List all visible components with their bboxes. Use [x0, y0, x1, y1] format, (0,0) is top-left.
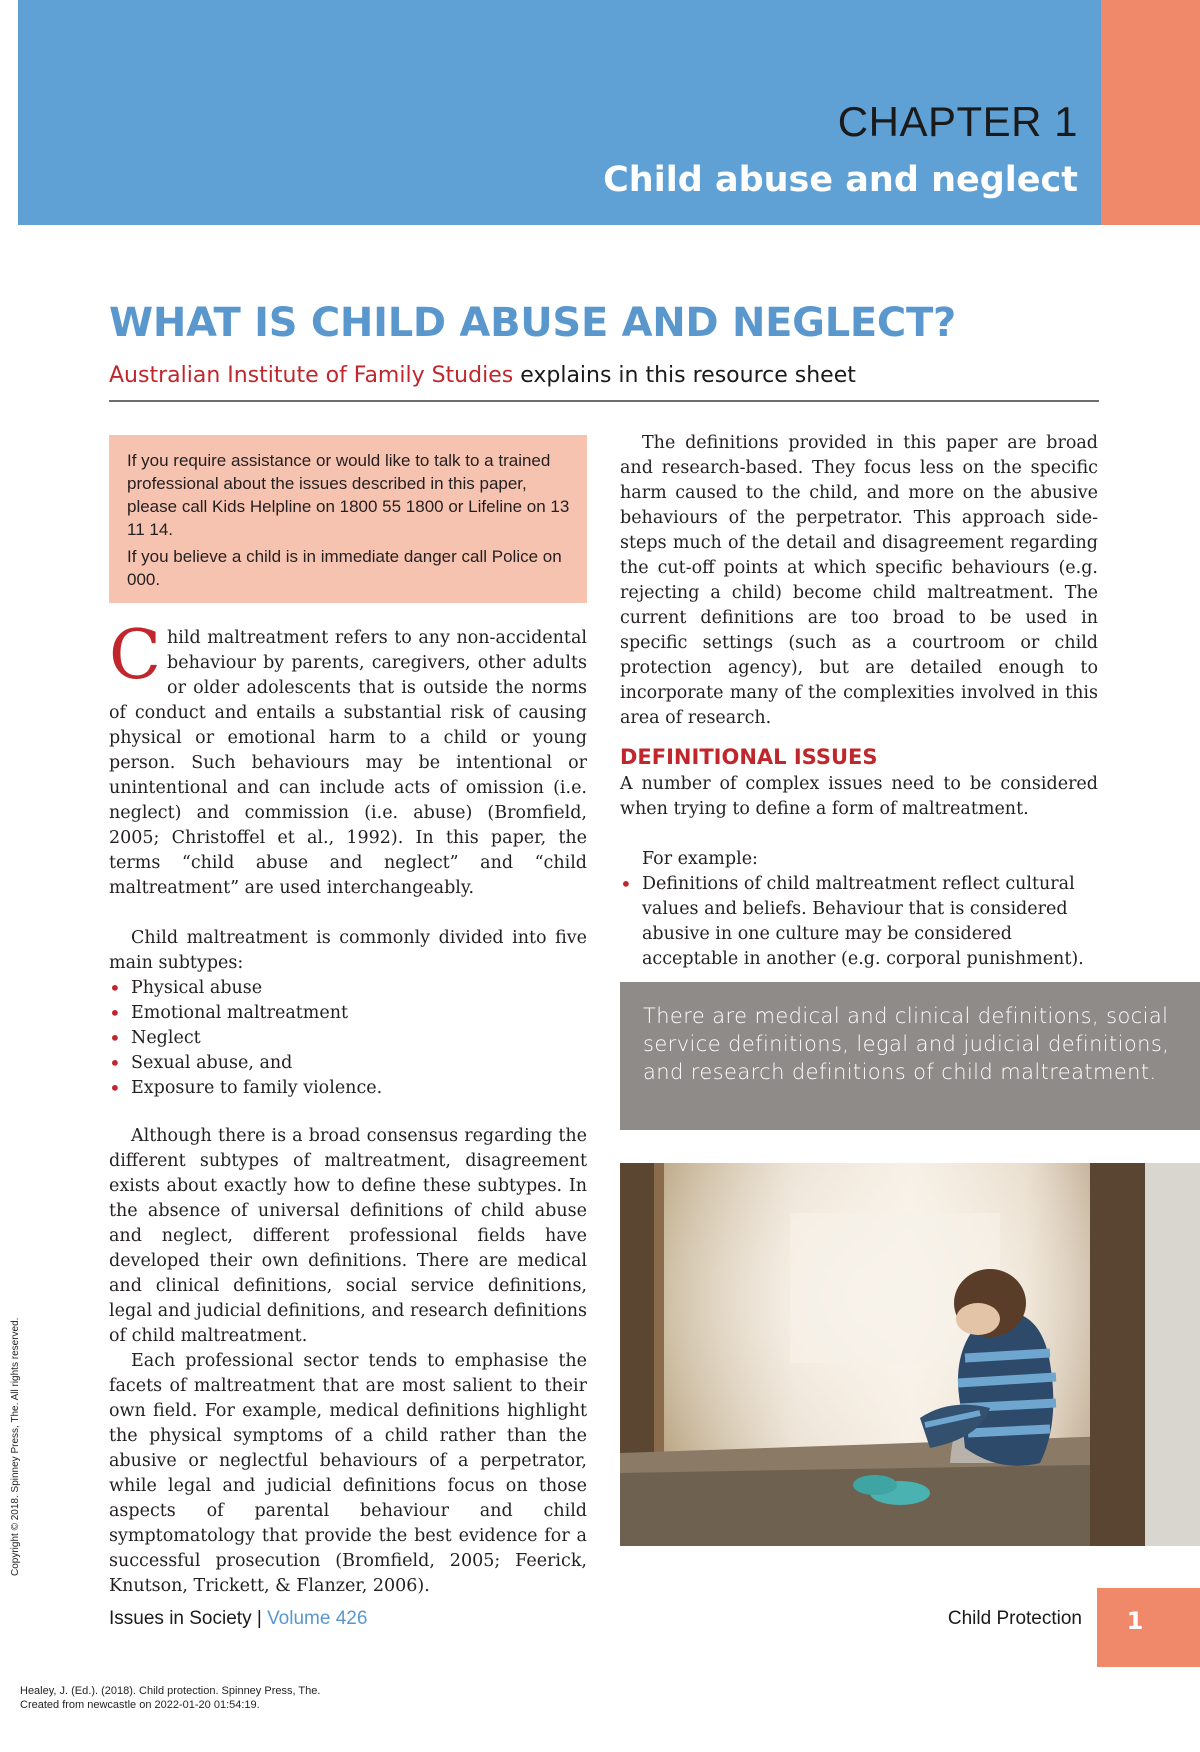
footer-series [109, 1608, 367, 1630]
help-box [109, 435, 587, 603]
subtitle-text: explains in this resource sheet [513, 363, 856, 388]
help-box-text: If you require assistance or would like to talk to a trained professional about the issues described in this paper, please call Kids Helpline on 1800 55 1800 or Lifeline on 13 11 14. [127, 451, 570, 539]
page-number: 1 [1126, 1607, 1144, 1635]
list-item: • Sexual abuse, and [109, 1051, 587, 1076]
right-column [620, 431, 1098, 972]
subtypes-intro: Child maltreatment is commonly divided into five main subtypes: [109, 928, 587, 973]
pull-quote: There are medical and clinical definitions, social service definitions, legal and judicial definitions, and research definitions of child maltreatment. [620, 982, 1200, 1130]
child-photo [620, 1163, 1200, 1546]
list-item: • Definitions of child maltreatment reflect cultural values and beliefs. Behaviour that is considered abusive in one culture may be considered acceptable in another (e.g. corporal punishment). [620, 872, 1098, 972]
drop-cap: C [109, 616, 162, 695]
citation [20, 1684, 320, 1712]
title-divider [109, 400, 1099, 402]
body-paragraph: Although there is a broad consensus regarding the different subtypes of maltreatment, disagreement exists about exactly how to define these subtypes. In the absence of universal definitions of child abuse and neglect, different professional fields have developed their own definitions. There are medical and clinical definitions, social service definitions, legal and judicial definitions, and research definitions of child maltreatment. [109, 1126, 587, 1346]
chapter-header-accent [1101, 0, 1200, 225]
child-photo-illustration [620, 1163, 1200, 1546]
citation-line: Healey, J. (Ed.). (2018). Child protection. Spinney Press, The. [20, 1685, 321, 1697]
subtypes-list [109, 976, 587, 1101]
footer-book-title: Child Protection [947, 1608, 1082, 1629]
chapter-title: Child abuse and neglect [603, 160, 1078, 200]
left-column [109, 616, 587, 1599]
chapter-number: CHAPTER 1 [837, 98, 1078, 145]
footer-volume: Volume 426 [267, 1608, 368, 1629]
intro-text: hild maltreatment refers to any non-accidental behaviour by parents, caregivers, other adults or older adolescents that is outside the norms of conduct and entails a substantial risk of causing physical or emotional harm to a child or young person. Such behaviours may be intentional or unintentional and can include acts of omission (i.e. neglect) and commission (i.e. abuse) (Bromfield, 2005; Christoffel et al., 1992). In this paper, the terms “child abuse and neglect” and “child maltreatment” are used interchangeably. [109, 628, 587, 898]
body-paragraph: A number of complex issues need to be considered when trying to define a form of maltreatment. [620, 774, 1098, 819]
subtitle-organisation: Australian Institute of Family Studies [109, 363, 514, 388]
list-item: • Exposure to family violence. [109, 1076, 587, 1101]
footer-series-text: Issues in Society | [109, 1608, 268, 1629]
copyright-notice: Copyright © 2018. Spinney Press, The. All rights reserved. [10, 1317, 21, 1576]
list-item: • Emotional maltreatment [109, 1001, 587, 1026]
section-heading: DEFINITIONAL ISSUES [620, 745, 878, 769]
list-item: • Physical abuse [109, 976, 587, 1001]
article-title: WHAT IS CHILD ABUSE AND NEGLECT? [109, 300, 956, 346]
intro-paragraph [109, 616, 587, 901]
list-item: • Neglect [109, 1026, 587, 1051]
citation-line: Created from newcastle on 2022-01-20 01:54:19. [20, 1699, 260, 1711]
body-paragraph: Each professional sector tends to emphasise the facets of maltreatment that are most salient to their own field. For example, medical definitions highlight the physical symptoms of a child rather than the abusive or neglectful behaviours of a perpetrator, while legal and judicial definitions focus on those aspects of parental behaviour and child symptomatology that provide the best evidence for a successful prosecution (Bromfield, 2005; Feerick, Knutson, Trickett, & Flanzer, 2006). [109, 1351, 587, 1596]
help-box-text: If you believe a child is in immediate danger call Police on 000. [127, 547, 562, 589]
example-intro: For example: [642, 849, 758, 869]
body-paragraph: The definitions provided in this paper are broad and research-based. They focus less on the specific harm caused to the child, and more on the abusive behaviours of the perpetrator. This approach side-steps much of the detail and disagreement regarding the cut-off points at which specific behaviours (e.g. rejecting a child) become child maltreatment. The current definitions are too broad to be used in specific settings (such as a courtroom or child protection agency), but are detailed enough to incorporate many of the complexities involved in this area of research. [620, 433, 1098, 728]
example-list [620, 872, 1098, 972]
article-subtitle [109, 363, 856, 388]
